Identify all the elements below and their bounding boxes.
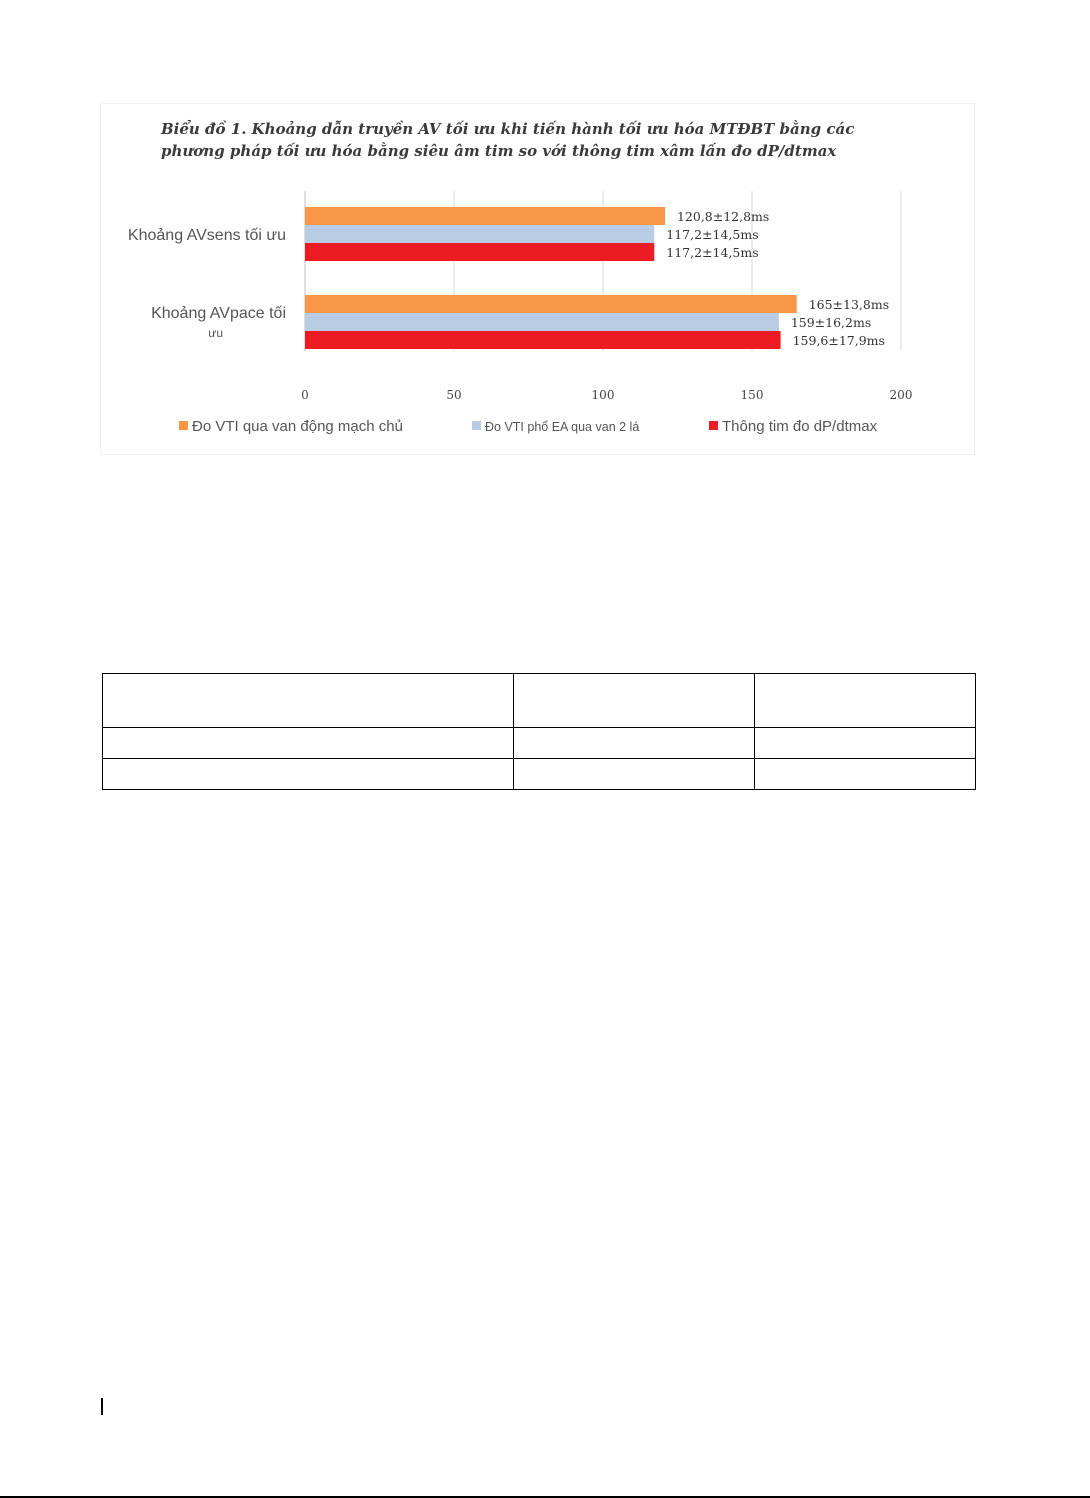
table-cell [103,674,514,728]
table-cell [103,759,514,790]
tick-label: 100 [591,388,615,402]
data-table [102,673,976,790]
data-label: 120,8±12,8ms [676,209,770,224]
data-label: 159±16,2ms [790,315,872,330]
table-cell [514,759,755,790]
tick-label: 0 [301,388,309,402]
category-label: Khoảng AVsens tối ưu [127,227,286,244]
table-cell [755,674,976,728]
bar [305,207,665,225]
tick-label: 50 [446,388,462,402]
chart-plot [101,104,976,456]
bar [305,331,781,349]
table-row [103,728,976,759]
data-label: 117,2±14,5ms [666,245,759,260]
legend-swatch [709,421,718,430]
data-label: 159,6±17,9ms [792,333,885,348]
tick-label: 200 [889,388,913,402]
bar [305,313,779,331]
bar [305,225,654,243]
table-header-row [103,674,976,728]
legend-label: Đo VTI phổ EA qua van 2 lá [485,420,640,434]
table-row [103,759,976,790]
chart-title-line-2: phương pháp tối ưu hóa bằng siêu âm tim so với thông tim xâm lấn đo dP/dtmax [161,142,837,160]
legend-swatch [179,421,188,430]
legend-label: Đo VTI qua van động mạch chủ [192,418,403,435]
tick-label: 150 [740,388,764,402]
legend-label: Thông tim đo dP/dtmax [722,418,878,435]
bar [305,243,654,261]
chart [100,103,975,455]
legend-swatch [472,421,481,430]
table-cell [755,759,976,790]
chart-title-line-1: Biểu đồ 1. Khoảng dẫn truyền AV tối ưu khi tiến hành tối ưu hóa MTĐBT bằng các [161,120,855,138]
table-cell [514,728,755,759]
table-cell [514,674,755,728]
table-cell [755,728,976,759]
category-label: Khoảng AVpace tối ưu [151,305,286,340]
table-cell [103,728,514,759]
bar [305,295,797,313]
data-label: 165±13,8ms [808,297,890,312]
data-label: 117,2±14,5ms [666,227,759,242]
margin-marker [101,1398,103,1415]
